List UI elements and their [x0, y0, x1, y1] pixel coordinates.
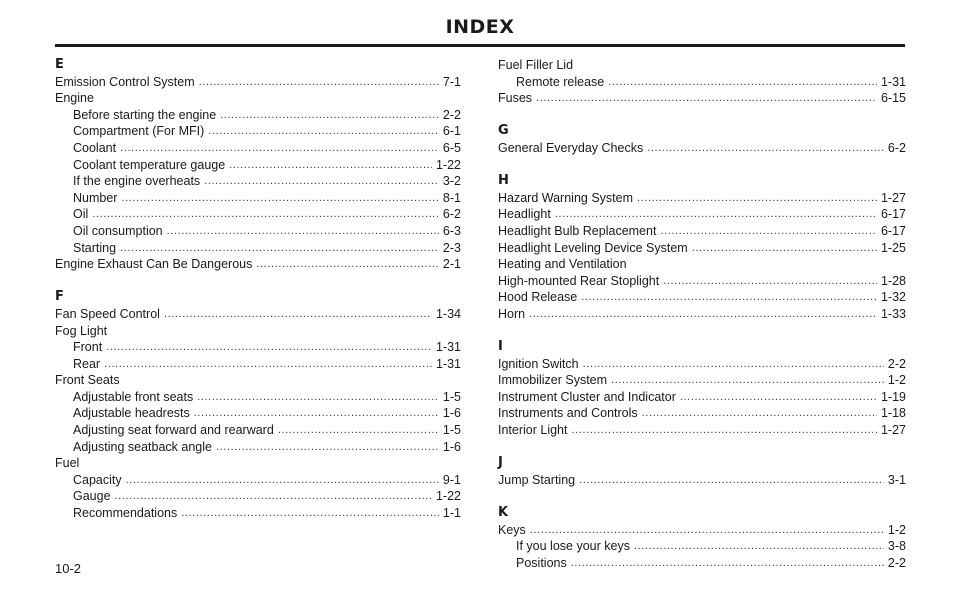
entry-page: 1-25 — [880, 240, 906, 255]
index-entry — [55, 306, 461, 323]
leader-dots — [637, 190, 877, 207]
entry-label: Instruments and Controls — [498, 406, 638, 421]
index-entry — [498, 223, 906, 240]
entry-label: Adjustable front seats — [73, 389, 194, 404]
entry-label: General Everyday Checks — [498, 140, 644, 155]
leader-dots — [692, 240, 877, 257]
index-subentry — [498, 74, 906, 91]
entry-label: Adjusting seatback angle — [73, 439, 212, 454]
leader-dots — [199, 74, 439, 91]
entry-page: 1-31 — [880, 74, 906, 89]
leader-dots — [126, 472, 439, 489]
index-subentry — [498, 555, 906, 572]
entry-label: Coolant — [73, 140, 117, 155]
index-subentry — [55, 240, 461, 257]
index-subentry — [55, 223, 461, 240]
entry-page: 2-3 — [442, 240, 461, 255]
leader-dots — [104, 356, 432, 373]
index-entry — [498, 405, 906, 422]
leader-dots — [208, 123, 439, 140]
entry-page: 2-2 — [442, 107, 461, 122]
index-entry — [498, 422, 906, 439]
leader-dots — [278, 422, 439, 439]
entry-page: 1-2 — [887, 522, 906, 537]
entry-page: 3-2 — [442, 174, 461, 189]
entry-page: 1-22 — [435, 489, 461, 504]
leader-dots — [608, 74, 877, 91]
leader-dots — [220, 107, 439, 124]
index-subentry — [55, 505, 461, 522]
index-entry — [498, 389, 906, 406]
index-entry — [498, 190, 906, 207]
entry-page: 6-15 — [880, 91, 906, 106]
index-subentry — [55, 140, 461, 157]
section-letter-i: I — [498, 339, 503, 355]
entry-label: Starting — [73, 240, 117, 255]
entry-page: 6-2 — [442, 207, 461, 222]
entry-label: Jump Starting — [498, 472, 576, 487]
entry-page: 9-1 — [442, 472, 461, 487]
index-column-right — [498, 57, 906, 571]
leader-dots — [634, 538, 884, 555]
page-title: INDEX — [445, 16, 515, 38]
entry-page: 2-1 — [442, 257, 461, 272]
entry-label: Fuses — [498, 91, 533, 106]
entry-label: Adjustable headrests — [73, 406, 190, 421]
index-subentry — [55, 107, 461, 124]
leader-dots — [121, 190, 438, 207]
index-entry — [55, 256, 461, 273]
entry-page: 7-1 — [442, 74, 461, 89]
leader-dots — [530, 522, 884, 539]
leader-dots — [663, 273, 877, 290]
entry-label: Emission Control System — [55, 74, 195, 89]
leader-dots — [571, 555, 884, 572]
index-entry — [498, 206, 906, 223]
index-entry — [498, 140, 906, 157]
index-entry — [498, 273, 906, 290]
section-letter-g: G — [498, 123, 509, 139]
leader-dots — [660, 223, 877, 240]
index-subentry — [55, 439, 461, 456]
index-entry — [498, 90, 906, 107]
entry-label: Keys — [498, 522, 526, 537]
entry-page: 2-2 — [887, 555, 906, 570]
index-subentry — [55, 206, 461, 223]
entry-label: Capacity — [73, 472, 122, 487]
entry-page: 3-8 — [887, 539, 906, 554]
leader-dots — [647, 140, 884, 157]
entry-label: Gauge — [73, 489, 111, 504]
index-entry — [498, 240, 906, 257]
entry-page: 6-1 — [442, 124, 461, 139]
entry-label: Before starting the engine — [73, 107, 217, 122]
index-heading: Fuel — [55, 456, 80, 471]
page-number: 10-2 — [55, 561, 82, 576]
entry-label: Hazard Warning System — [498, 190, 633, 205]
index-subentry — [55, 190, 461, 207]
leader-dots — [583, 356, 884, 373]
entry-label: Recommendations — [73, 506, 178, 521]
entry-label: Remote release — [516, 74, 605, 89]
entry-page: 6-3 — [442, 223, 461, 238]
leader-dots — [571, 422, 876, 439]
entry-page: 1-19 — [880, 389, 906, 404]
title-rule — [55, 44, 905, 47]
leader-dots — [555, 206, 877, 223]
index-entry — [55, 74, 461, 91]
entry-label: Headlight Leveling Device System — [498, 240, 688, 255]
leader-dots — [120, 140, 439, 157]
entry-page: 2-2 — [887, 356, 906, 371]
entry-page: 1-27 — [880, 190, 906, 205]
section-letter-f: F — [55, 289, 64, 305]
leader-dots — [181, 505, 439, 522]
entry-label: Instrument Cluster and Indicator — [498, 389, 676, 404]
entry-label: Interior Light — [498, 423, 568, 438]
leader-dots — [92, 206, 439, 223]
entry-page: 3-1 — [887, 472, 906, 487]
leader-dots — [164, 306, 432, 323]
index-heading: Fog Light — [55, 323, 108, 338]
entry-label: Number — [73, 190, 118, 205]
entry-page: 1-6 — [442, 406, 461, 421]
entry-page: 1-1 — [442, 506, 461, 521]
leader-dots — [642, 405, 877, 422]
index-heading: Heating and Ventilation — [498, 257, 627, 272]
leader-dots — [167, 223, 439, 240]
entry-label: Positions — [516, 555, 567, 570]
index-entry — [498, 356, 906, 373]
entry-label: Ignition Switch — [498, 356, 579, 371]
entry-page: 1-33 — [880, 306, 906, 321]
index-subentry — [498, 538, 906, 555]
entry-page: 1-2 — [887, 373, 906, 388]
leader-dots — [216, 439, 439, 456]
leader-dots — [197, 389, 439, 406]
section-letter-e: E — [55, 57, 64, 72]
entry-label: Engine Exhaust Can Be Dangerous — [55, 257, 253, 272]
index-entry — [498, 522, 906, 539]
index-column-left — [55, 57, 461, 522]
entry-label: Headlight Bulb Replacement — [498, 223, 657, 238]
entry-page: 1-31 — [435, 340, 461, 355]
index-subentry — [55, 472, 461, 489]
leader-dots — [204, 173, 439, 190]
index-entry — [498, 372, 906, 389]
section-letter-j: J — [498, 455, 503, 471]
leader-dots — [536, 90, 877, 107]
leader-dots — [120, 240, 439, 257]
leader-dots — [256, 256, 439, 273]
entry-label: Oil — [73, 207, 89, 222]
entry-page: 6-2 — [887, 140, 906, 155]
leader-dots — [194, 405, 439, 422]
entry-page: 1-5 — [442, 389, 461, 404]
index-subentry — [55, 356, 461, 373]
index-heading: Engine — [55, 91, 94, 106]
index-entry — [498, 472, 906, 489]
entry-label: Headlight — [498, 207, 551, 222]
entry-page: 6-17 — [880, 223, 906, 238]
entry-page: 1-22 — [435, 157, 461, 172]
entry-label: Horn — [498, 306, 526, 321]
leader-dots — [106, 339, 432, 356]
entry-page: 1-34 — [435, 306, 461, 321]
entry-label: Immobilizer System — [498, 373, 608, 388]
entry-label: If the engine overheats — [73, 174, 201, 189]
index-subentry — [55, 123, 461, 140]
index-subentry — [55, 157, 461, 174]
leader-dots — [680, 389, 877, 406]
entry-label: Adjusting seat forward and rearward — [73, 423, 274, 438]
section-letter-k: K — [498, 505, 509, 521]
entry-page: 6-5 — [442, 140, 461, 155]
entry-page: 6-17 — [880, 207, 906, 222]
entry-page: 1-6 — [442, 439, 461, 454]
entry-label: High-mounted Rear Stoplight — [498, 273, 660, 288]
entry-label: Compartment (For MFI) — [73, 124, 205, 139]
index-subentry — [55, 488, 461, 505]
index-subentry — [55, 173, 461, 190]
index-entry — [498, 289, 906, 306]
entry-page: 1-5 — [442, 423, 461, 438]
index-subentry — [55, 339, 461, 356]
index-subentry — [55, 405, 461, 422]
leader-dots — [581, 289, 877, 306]
entry-page: 1-18 — [880, 406, 906, 421]
entry-page: 1-32 — [880, 290, 906, 305]
leader-dots — [229, 157, 432, 174]
index-subentry — [55, 389, 461, 406]
index-heading: Fuel Filler Lid — [498, 58, 574, 72]
entry-label: If you lose your keys — [516, 539, 630, 554]
entry-label: Fan Speed Control — [55, 306, 160, 321]
entry-label: Coolant temperature gauge — [73, 157, 226, 172]
entry-label: Hood Release — [498, 290, 578, 305]
entry-page: 8-1 — [442, 190, 461, 205]
leader-dots — [529, 306, 877, 323]
entry-page: 1-31 — [435, 356, 461, 371]
section-letter-h: H — [498, 173, 509, 189]
leader-dots — [115, 488, 432, 505]
entry-label: Oil consumption — [73, 223, 163, 238]
index-heading: Front Seats — [55, 373, 120, 388]
index-subentry — [55, 422, 461, 439]
leader-dots — [611, 372, 884, 389]
leader-dots — [579, 472, 884, 489]
entry-label: Front — [73, 340, 103, 355]
index-entry — [498, 306, 906, 323]
entry-page: 1-28 — [880, 273, 906, 288]
entry-page: 1-27 — [880, 423, 906, 438]
entry-label: Rear — [73, 356, 101, 371]
